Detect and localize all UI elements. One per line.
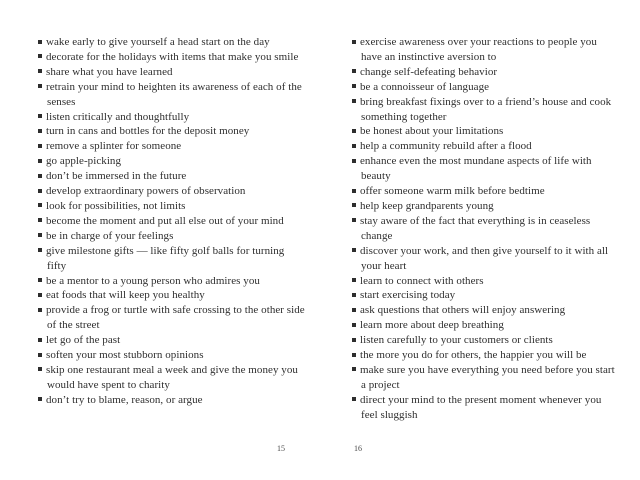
list-item [352, 363, 620, 393]
page-number-right: 16 [354, 444, 362, 453]
bullet-square-icon [38, 353, 42, 357]
bullet-square-icon [38, 54, 42, 58]
list-item-text: be honest about your limitations [360, 125, 504, 138]
bullet-square-icon [352, 293, 356, 297]
page-16-list [352, 35, 620, 423]
bullet-square-icon [38, 189, 42, 193]
list-item-text: ask questions that others will enjoy answering [360, 304, 566, 317]
list-item [352, 333, 620, 348]
bullet-square-icon [38, 367, 42, 371]
bullet-square-icon [38, 218, 42, 222]
list-item [352, 139, 620, 154]
list-item [352, 288, 620, 303]
list-item-text: change self-defeating behavior [360, 65, 498, 78]
list-item-text: develop extraordinary powers of observation [46, 185, 246, 198]
list-item-text: give milestone gifts — like fifty golf balls for turning fifty [46, 244, 285, 272]
bullet-square-icon [38, 308, 42, 312]
bullet-square-icon [38, 338, 42, 342]
bullet-square-icon [38, 278, 42, 282]
list-item-text: the more you do for others, the happier you will be [360, 349, 587, 362]
bullet-square-icon [38, 84, 42, 88]
list-item-text: discover your work, and then give yourself to it with all your heart [360, 244, 609, 272]
list-item-text: look for possibilities, not limits [46, 199, 186, 212]
bullet-square-icon [38, 174, 42, 178]
list-item [38, 184, 306, 199]
list-item [38, 274, 306, 289]
bullet-square-icon [352, 203, 356, 207]
list-item [352, 244, 620, 274]
list-item-text: wake early to give yourself a head start on the day [46, 36, 270, 48]
list-item-text: become the moment and put all else out of your mind [46, 214, 284, 227]
list-item-text: share what you have learned [46, 65, 173, 78]
list-item-text: soften your most stubborn opinions [46, 349, 204, 362]
bullet-square-icon [352, 308, 356, 312]
list-item [38, 154, 306, 169]
list-item-text: let go of the past [46, 334, 121, 347]
list-item [352, 35, 620, 65]
list-item [352, 65, 620, 80]
page-number-left: 15 [277, 444, 285, 453]
list-item [38, 169, 306, 184]
list-item [38, 139, 306, 154]
page-15-list [38, 35, 306, 408]
list-item-text: decorate for the holidays with items that make you smile [46, 50, 299, 63]
bullet-square-icon [38, 233, 42, 237]
list-item [352, 95, 620, 125]
bullet-square-icon [38, 114, 42, 118]
bullet-square-icon [352, 40, 356, 44]
bullet-square-icon [352, 129, 356, 133]
list-item-text: direct your mind to the present moment whenever you feel sluggish [360, 393, 602, 421]
list-item-text: help a community rebuild after a flood [360, 140, 532, 153]
bullet-square-icon [352, 278, 356, 282]
bullet-square-icon [352, 159, 356, 163]
list-item-text: go apple-picking [46, 155, 122, 168]
list-item-text: enhance even the most mundane aspects of life with beauty [360, 155, 592, 183]
bullet-square-icon [38, 293, 42, 297]
list-item-text: don’t try to blame, reason, or argue [46, 393, 203, 406]
bullet-square-icon [38, 248, 42, 252]
list-item [38, 214, 306, 229]
list-item-text: remove a splinter for someone [46, 140, 182, 153]
list-item [352, 124, 620, 139]
list-item-text: skip one restaurant meal a week and give the money you would have spent to charity [46, 363, 298, 391]
list-item [38, 244, 306, 274]
bullet-square-icon [352, 99, 356, 103]
list-item-text: make sure you have everything you need before you start a project [360, 363, 615, 391]
list-item-text: bring breakfast fixings over to a friend’s house and cook something together [360, 95, 612, 123]
list-item [38, 393, 306, 408]
list-item-text: be in charge of your feelings [46, 229, 174, 242]
bullet-square-icon [352, 338, 356, 342]
bullet-square-icon [352, 248, 356, 252]
list-item-text: retrain your mind to heighten its awareness of each of the senses [46, 80, 302, 108]
list-item [352, 318, 620, 333]
list-item-text: eat foods that will keep you healthy [46, 289, 205, 302]
list-item-text: provide a frog or turtle with safe crossing to the other side of the street [46, 304, 305, 332]
list-item [352, 184, 620, 199]
bullet-square-icon [352, 189, 356, 193]
list-item [38, 288, 306, 303]
list-item-text: stay aware of the fact that everything is in ceaseless change [360, 214, 591, 242]
list-item [352, 214, 620, 244]
list-item [352, 393, 620, 423]
list-item-text: learn more about deep breathing [360, 319, 504, 332]
list-item-text: help keep grandparents young [360, 199, 494, 212]
list-item-text: don’t be immersed in the future [46, 170, 187, 183]
list-item-text: listen carefully to your customers or clients [360, 334, 553, 347]
bullet-square-icon [38, 129, 42, 133]
bullet-square-icon [352, 218, 356, 222]
list-item [38, 110, 306, 125]
bullet-square-icon [38, 203, 42, 207]
list-item-text: turn in cans and bottles for the deposit money [46, 125, 250, 138]
bullet-square-icon [38, 397, 42, 401]
list-item [352, 348, 620, 363]
list-item-text: exercise awareness over your reactions to people you have an instinctive aversion to [360, 36, 597, 63]
list-item [38, 80, 306, 110]
bullet-square-icon [352, 69, 356, 73]
bullet-square-icon [38, 69, 42, 73]
list-item-text: learn to connect with others [360, 274, 484, 287]
list-item-text: be a connoisseur of language [360, 80, 490, 93]
list-item [38, 303, 306, 333]
list-item [38, 124, 306, 139]
list-item [38, 35, 306, 50]
bullet-square-icon [352, 84, 356, 88]
bullet-square-icon [352, 144, 356, 148]
list-item-text: listen critically and thoughtfully [46, 110, 190, 123]
bullet-square-icon [38, 144, 42, 148]
bullet-square-icon [352, 353, 356, 357]
list-item [352, 80, 620, 95]
list-item [352, 154, 620, 184]
bullet-square-icon [38, 159, 42, 163]
bullet-square-icon [352, 397, 356, 401]
list-item [352, 199, 620, 214]
list-item [352, 274, 620, 289]
list-item [352, 303, 620, 318]
list-item [38, 50, 306, 65]
list-item-text: be a mentor to a young person who admires you [46, 274, 260, 287]
list-item-text: start exercising today [360, 289, 456, 302]
list-item [38, 363, 306, 393]
list-item [38, 65, 306, 80]
list-item [38, 348, 306, 363]
bullet-square-icon [38, 40, 42, 44]
bullet-square-icon [352, 367, 356, 371]
list-item [38, 199, 306, 214]
list-item-text: offer someone warm milk before bedtime [360, 185, 545, 198]
list-item [38, 229, 306, 244]
bullet-square-icon [352, 323, 356, 327]
list-item [38, 333, 306, 348]
